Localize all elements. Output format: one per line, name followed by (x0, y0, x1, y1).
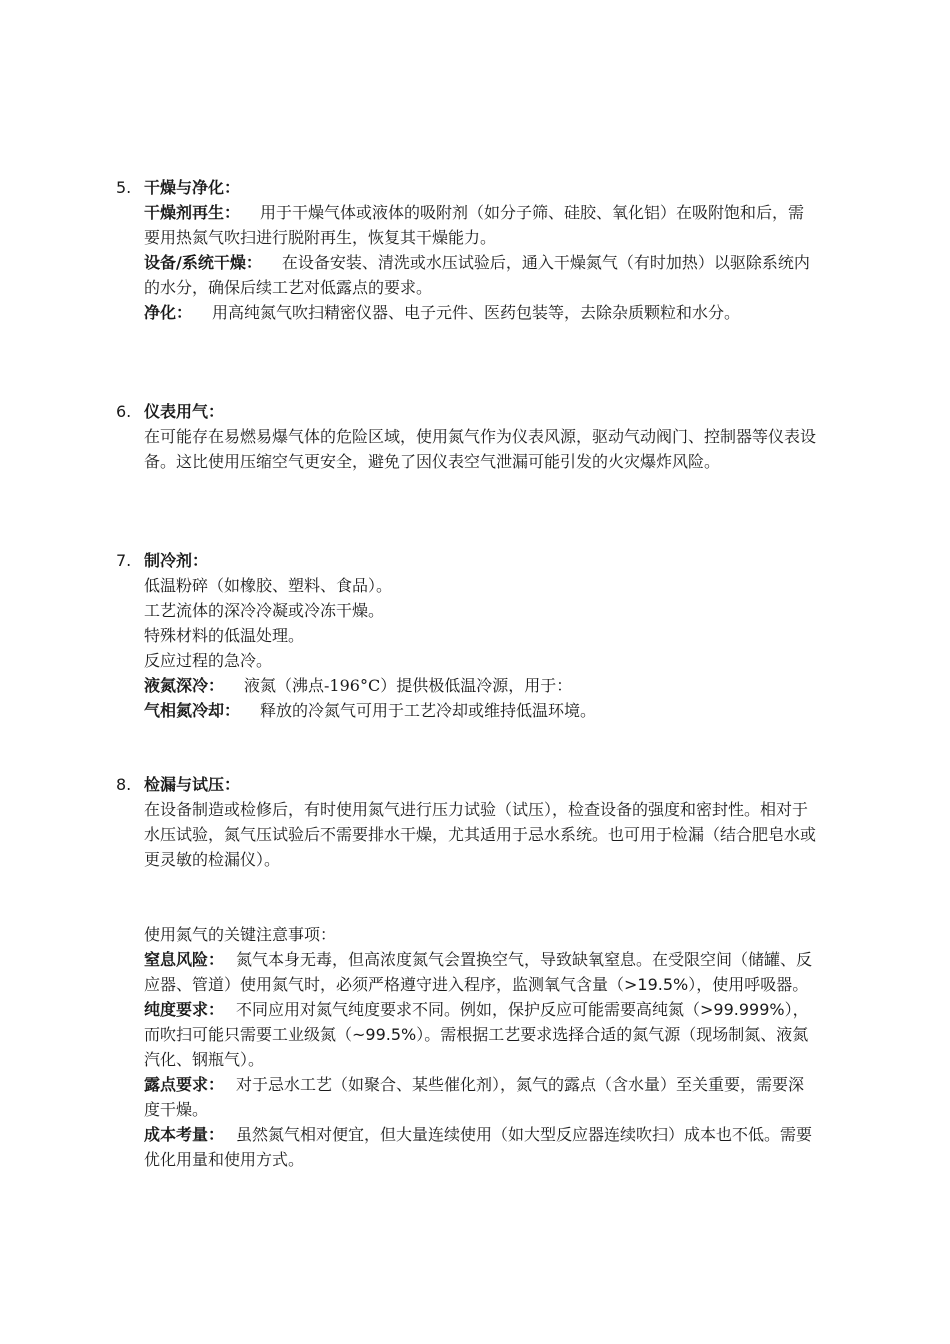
item-text: 在设备安装、清洗或水压试验后，通入干燥氮气（有时加热）以驱除系统内的水分，确保后续工艺对低露点的要求。 (144, 253, 810, 297)
section-heading (116, 399, 816, 424)
section-refrigerant (116, 548, 816, 723)
item-lead: 气相氮冷却： (144, 701, 241, 720)
note-text: 不同应用对氮气纯度要求不同。例如，保护反应可能需要高纯氮（>99.999%），而吹扫可能只需要工业级氮（~99.5%）。需根据工艺要求选择合适的氮气源（现场制氮、液氮汽化、钢瓶气）。 (144, 1000, 809, 1069)
section-heading (116, 175, 816, 200)
section-heading (116, 548, 816, 573)
section-drying-purification (116, 175, 816, 325)
item-lead: 干燥剂再生： (144, 203, 241, 222)
note-text: 氮气本身无毒，但高浓度氮气会置换空气，导致缺氧窒息。在受限空间（储罐、反应器、管道）使用氮气时，必须严格遵守进入程序，监测氧气含量（>19.5%），使用呼吸器。 (144, 950, 813, 994)
note-text: 虽然氮气相对便宜，但大量连续使用（如大型反应器连续吹扫）成本也不低。需要优化用量和使用方式。 (144, 1125, 813, 1169)
item-text: 液氮（沸点-196°C）提供极低温冷源，用于： (244, 676, 573, 695)
section-number: 7. (116, 551, 132, 570)
note-item (144, 1122, 814, 1172)
section-title: 检漏与试压： (144, 775, 241, 794)
section-title: 仪表用气： (144, 402, 225, 421)
section-number: 5. (116, 178, 132, 197)
section-instrument-gas (116, 399, 816, 474)
paragraph: 在可能存在易燃易爆气体的危险区域，使用氮气作为仪表风源，驱动气动阀门、控制器等仪表设备。这比使用压缩空气更安全，避免了因仪表空气泄漏可能引发的火灾爆炸风险。 (144, 427, 817, 471)
item-lead: 净化： (144, 303, 193, 322)
note-lead: 露点要求： (144, 1075, 225, 1094)
note-lead: 纯度要求： (144, 1000, 225, 1019)
note-text: 对于忌水工艺（如聚合、某些催化剂），氮气的露点（含水量）至关重要，需要深度干燥。 (144, 1075, 805, 1119)
item-lead: 设备/系统干燥： (144, 253, 262, 272)
note-item (144, 1072, 814, 1122)
key-notes (144, 922, 814, 1172)
notes-title: 使用氮气的关键注意事项： (144, 925, 337, 944)
item-lead: 液氮深冷： (144, 676, 225, 695)
paragraph (144, 300, 816, 325)
section-leak-pressure-test (116, 772, 816, 872)
section-heading (116, 772, 816, 797)
list-line: 低温粉碎（如橡胶、塑料、食品）。 (144, 576, 393, 595)
list-line: 工艺流体的深冷冷凝或冷冻干燥。 (144, 601, 385, 620)
list-line: 反应过程的急冷。 (144, 651, 273, 670)
paragraph: 在设备制造或检修后，有时使用氮气进行压力试验（试压），检查设备的强度和密封性。相对于水压试验，氮气压试验后不需要排水干燥，尤其适用于忌水系统。也可用于检漏（结合肥皂水或更灵敏的检漏仪）。 (144, 800, 817, 869)
section-number: 8. (116, 775, 132, 794)
item-text: 释放的冷氮气可用于工艺冷却或维持低温环境。 (260, 701, 597, 720)
paragraph (144, 200, 816, 250)
paragraph (144, 673, 816, 698)
section-number: 6. (116, 402, 132, 421)
note-item (144, 997, 814, 1072)
item-text: 用高纯氮气吹扫精密仪器、电子元件、医药包装等，去除杂质颗粒和水分。 (212, 303, 741, 322)
section-title: 制冷剂： (144, 551, 209, 570)
note-lead: 成本考量： (144, 1125, 225, 1144)
item-text: 用于干燥气体或液体的吸附剂（如分子筛、硅胶、氧化铝）在吸附饱和后，需要用热氮气吹扫进行脱附再生，恢复其干燥能力。 (144, 203, 805, 247)
paragraph (144, 698, 816, 723)
list-line: 特殊材料的低温处理。 (144, 626, 305, 645)
note-lead: 窒息风险： (144, 950, 225, 969)
paragraph (144, 250, 816, 300)
section-title: 干燥与净化： (144, 178, 241, 197)
note-item (144, 947, 814, 997)
